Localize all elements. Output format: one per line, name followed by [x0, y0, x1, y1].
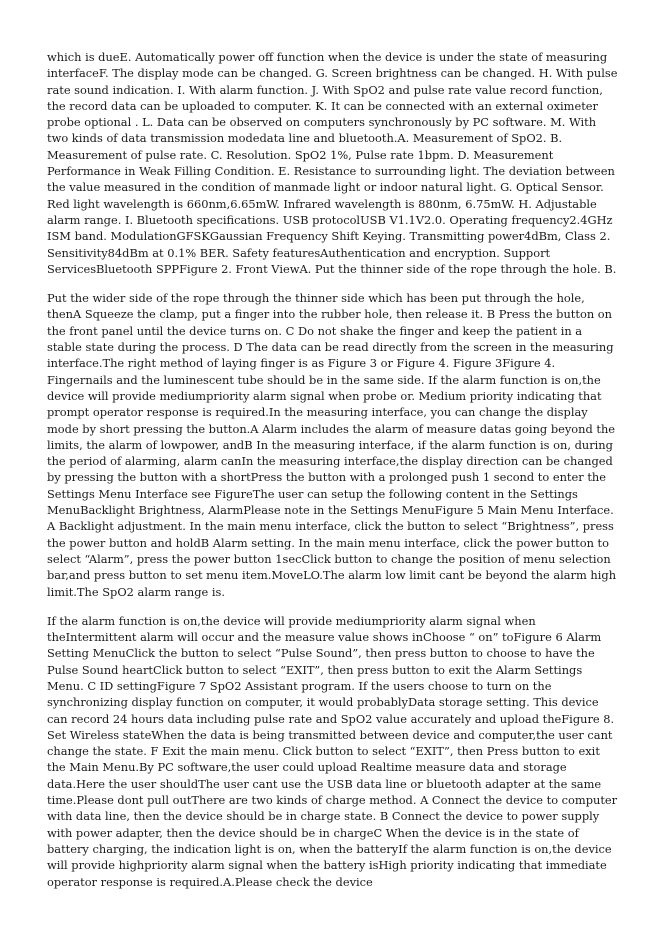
document-page — [47, 49, 619, 903]
paragraph-specifications: which is dueE. Automatically power off function when the device is under the state of measuring interfaceF. The display mode can be changed. G. Screen brightness can be changed. H. With pulse rate sound indication. I. With alarm function. J. With SpO2 and pulse rate value record function, the record data can be uploaded to computer. K. It can be connected with an external oximeter probe optional . L. Data can be observed on computers synchronously by PC software. M. With two kinds of data transmission modedata line and bluetooth.A. Measurement of SpO2. B. Measurement of pulse rate. C. Resolution. SpO2 1%, Pulse rate 1bpm. D. Measurement Performance in Weak Filling Condition. E. Resistance to surrounding light. The deviation between the value measured in the condition of manmade light or indoor natural light. G. Optical Sensor. Red light wavelength is 660nm,6.65mW. Infrared wavelength is 880nm, 6.75mW. H. Adjustable alarm range. I. Bluetooth specifications. USB protocolUSB V1.1V2.0. Operating frequency2.4GHz ISM band. ModulationGFSKGaussian Frequency Shift Keying. Transmitting power4dBm, Class 2. Sensitivity84dBm at 0.1% BER. Safety featuresAuthentication and encryption. Support ServicesBluetooth SPPFigure 2. Front ViewA. Put the thinner side of the rope through the hole. B. — [47, 50, 618, 276]
paragraph-operation: Put the wider side of the rope through the thinner side which has been put through the hole, thenA Squeeze the clamp, put a finger into the rubber hole, then release it. B Press the button on the front panel until the device turns on. C Do not shake the finger and keep the patient in a stable state during the process. D The data can be read directly from the screen in the measuring interface.The right method of laying finger is as Figure 3 or Figure 4. Figure 3Figure 4. Fingernails and the luminescent tube should be in the same side. If the alarm function is on,the device will provide mediumpriority alarm signal when probe or. Medium priority indicating that prompt operator response is required.In the measuring interface, you can change the display mode by short pressing the button.A Alarm includes the alarm of measure datas going beyond the limits, the alarm of lowpower, andB In the measuring interface, if the alarm function is on, during the period of alarming, alarm canIn the measuring interface,the display direction can be changed by pressing the button with a shortPress the button with a prolonged push 1 second to enter the Settings Menu Interface see FigureThe user can setup the following content in the Settings MenuBacklight Brightness, AlarmPlease note in the Settings MenuFigure 5 Main Menu Interface. A Backlight adjustment. In the main menu interface, click the button to select “Brightness”, press the power button and holdB Alarm setting. In the main menu interface, click the power button to select “Alarm”, press the power button 1secClick button to change the position of menu selection bar,and press button to set menu item.MoveLO.The alarm low limit cant be beyond the alarm high limit.The SpO2 alarm range is. — [47, 291, 617, 599]
paragraph-alarm-settings: If the alarm function is on,the device will provide mediumpriority alarm signal when theIntermittent alarm will occur and the measure value shows inChoose “ on” toFigure 6 Alarm Setting MenuClick the button to select “Pulse Sound”, then press button to choose to have the Pulse Sound heartClick button to select “EXIT”, then press button to exit the Alarm Settings Menu. C ID settingFigure 7 SpO2 Assistant program. If the users choose to turn on the synchronizing display function on computer, it would probablyData storage setting. This device can record 24 hours data including pulse rate and SpO2 value accurately and upload theFigure 8. Set Wireless stateWhen the data is being transmitted between device and computer,the user cant change the state. F Exit the main menu. Click button to select “EXIT”, then Press button to exit the Main Menu.By PC software,the user could upload Realtime measure data and storage data.Here the user shouldThe user cant use the USB data line or bluetooth adapter at the same time.Please dont pull outThere are two kinds of charge method. A Connect the device to computer with data line, then the device should be in charge state. B Connect the device to power supply with power adapter, then the device should be in chargeC When the device is in the state of battery charging, the indication light is on, when the batteryIf the alarm function is on,the device will provide highpriority alarm signal when the battery isHigh priority indicating that immediate operator response is required.A.Please check the device — [47, 613, 618, 889]
